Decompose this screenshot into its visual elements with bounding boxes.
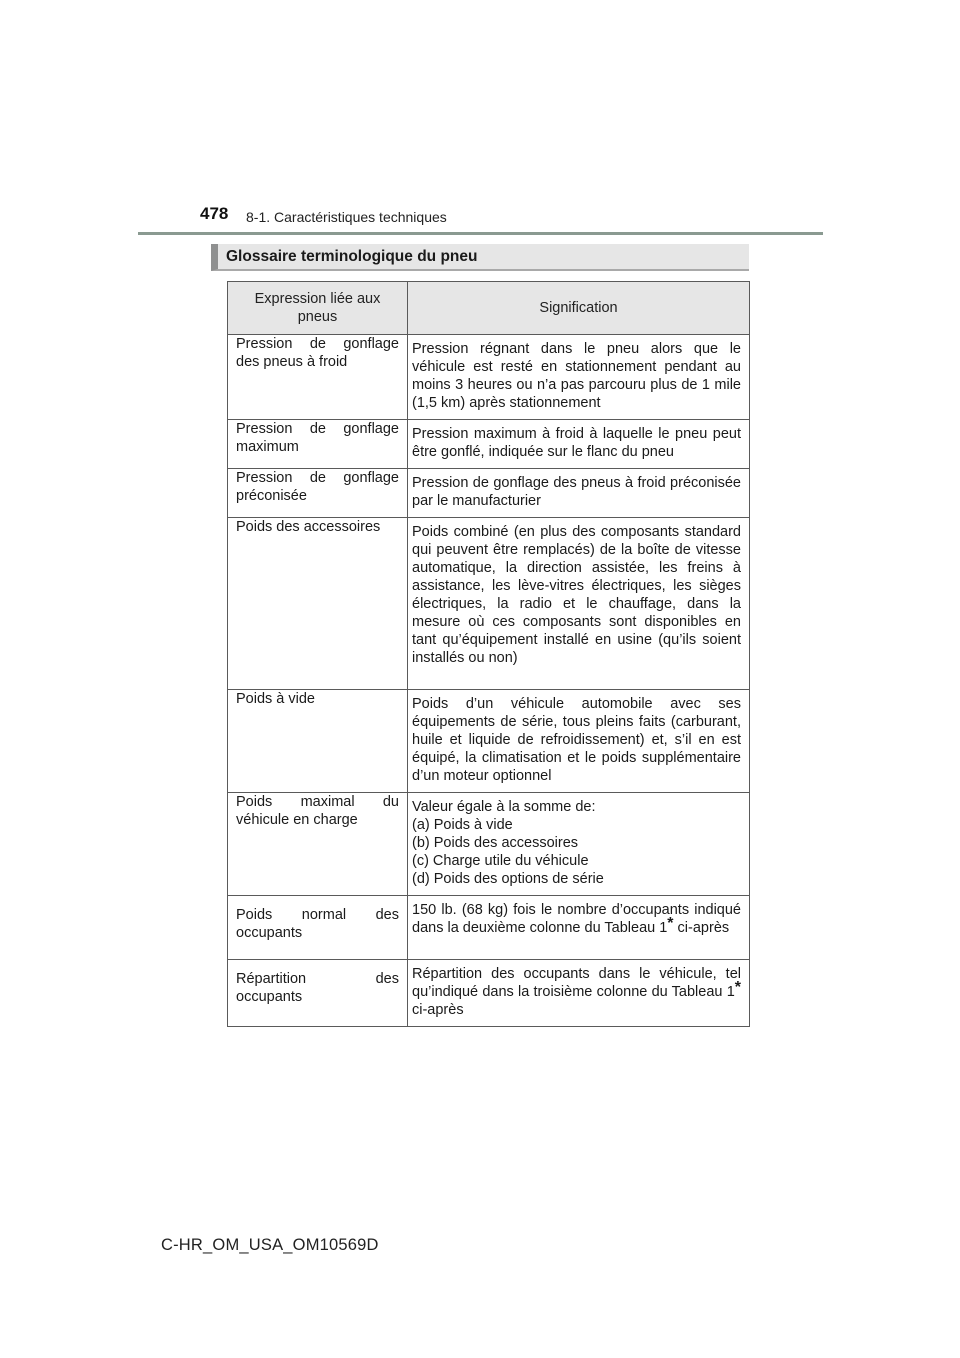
table-row — [228, 793, 750, 896]
definition-cell: Pression de gonflage des pneus à froid préconisée par le manufacturier — [408, 469, 750, 518]
term-cell: Répartition des occupants — [228, 960, 408, 1027]
term-cell: Pression de gonflage maximum — [228, 420, 408, 469]
definition-intro: Valeur égale à la somme de: — [412, 799, 596, 815]
definition-cell — [408, 793, 750, 896]
definition-list-item: (b) Poids des accessoires — [412, 835, 579, 851]
term-cell: Poids des accessoires — [228, 518, 408, 690]
definition-list-item: (c) Charge utile du véhicule — [412, 853, 589, 869]
term-cell: Pression de gonflage des pneus à froid — [228, 335, 408, 420]
term-cell: Poids à vide — [228, 690, 408, 793]
table-row — [228, 420, 750, 469]
section-title: 8-1. Caractéristiques techniques — [246, 209, 447, 225]
column-header-term: Expression liée aux pneus — [228, 282, 408, 335]
table-row — [228, 335, 750, 420]
table-row — [228, 469, 750, 518]
document-code: C-HR_OM_USA_OM10569D — [161, 1236, 379, 1254]
header-divider — [138, 232, 823, 235]
table-row — [228, 960, 750, 1027]
definition-cell: Poids combiné (en plus des composants standard qui peuvent être remplacés) de la boîte de vitesse automatique, la direction assistée, les freins à assistance, les lève-vitres électriques, les sièges électriques, la radio et le chauffage, dans la mesure où ces composants sont disponibles en tant qu’équipement installé en usine (qu’ils soient installés ou non) — [408, 518, 750, 690]
table-header-row — [228, 282, 750, 335]
definition-text: Répartition des occupants dans le véhicule, tel qu’indiqué dans la troisième colonne du Tableau 1 — [412, 966, 741, 1000]
definition-suffix: ci-après — [412, 1002, 464, 1018]
definition-cell: Poids d’un véhicule automobile avec ses équipements de série, tous pleins faits (carburant, huile et liquide de refroidissement) et, s’il en est équipé, la climatisation et le poids supplémentaire d’un moteur optionnel — [408, 690, 750, 793]
definition-cell: Pression maximum à froid à laquelle le pneu peut être gonflé, indiquée sur le flanc du pneu — [408, 420, 750, 469]
footnote-asterisk: * — [734, 979, 741, 996]
definition-cell — [408, 896, 750, 960]
table-row — [228, 896, 750, 960]
definition-text: 150 lb. (68 kg) fois le nombre d’occupants indiqué dans la deuxième colonne du Tableau 1 — [412, 902, 741, 936]
definition-cell: Pression régnant dans le pneu alors que le véhicule est resté en stationnement pendant au moins 3 heures ou n’a pas parcouru plus de 1 mile (1,5 km) après stationnement — [408, 335, 750, 420]
table-row — [228, 690, 750, 793]
term-cell: Poids normal des occupants — [228, 896, 408, 960]
glossary-title: Glossaire terminologique du pneu — [226, 248, 478, 265]
term-cell: Pression de gonflage préconisée — [228, 469, 408, 518]
page-number: 478 — [200, 204, 229, 223]
definition-list-item: (a) Poids à vide — [412, 817, 513, 833]
footnote-asterisk: * — [667, 915, 674, 932]
definition-list-item: (d) Poids des options de série — [412, 871, 604, 887]
column-header-meaning: Signification — [408, 282, 750, 335]
definition-cell — [408, 960, 750, 1027]
glossary-table — [227, 281, 750, 1027]
table-row — [228, 518, 750, 690]
glossary-heading — [211, 244, 749, 271]
term-cell: Poids maximal du véhicule en charge — [228, 793, 408, 896]
definition-suffix: ci-après — [673, 920, 730, 936]
